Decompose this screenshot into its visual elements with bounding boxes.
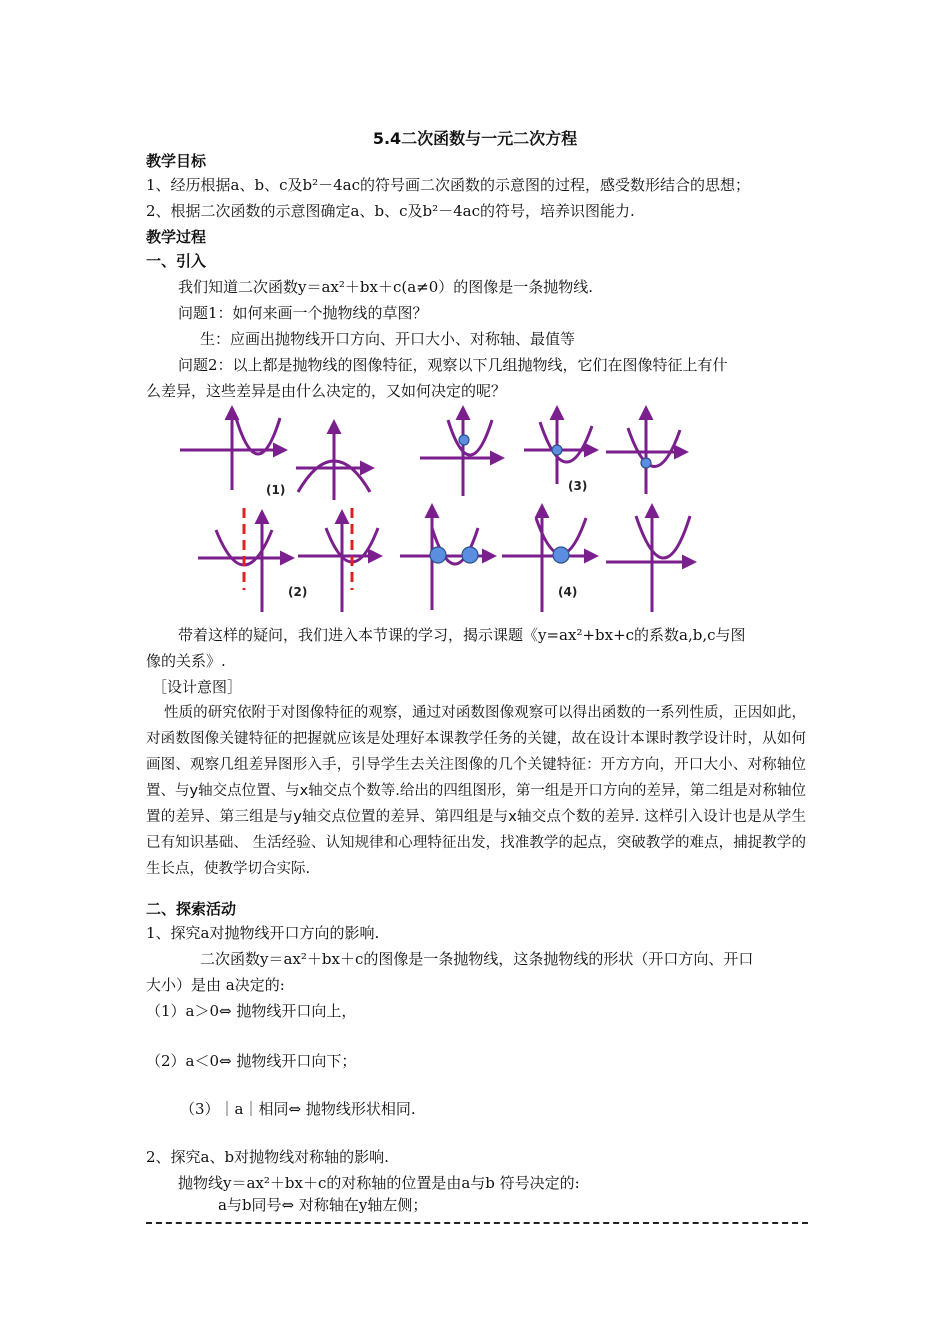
graph-2b bbox=[298, 512, 380, 612]
point-4a-left bbox=[430, 547, 446, 563]
graph-1b bbox=[296, 422, 372, 500]
point-3b bbox=[552, 445, 562, 455]
process-heading: 教学过程 bbox=[146, 228, 207, 246]
answer-1: 生：应画出抛物线开口方向、开口大小、对称轴、最值等 bbox=[200, 330, 576, 348]
explore-1-text-line-1: 二次函数y＝ax²＋bx＋c的图像是一条抛物线，这条抛物线的形状（开口方向、开口 bbox=[200, 950, 754, 968]
explore-2-case: a与b同号⇔ 对称轴在y轴左侧； bbox=[218, 1196, 428, 1214]
lead-line-2: 像的关系》. bbox=[146, 652, 226, 670]
graph-3c bbox=[606, 408, 686, 494]
intro-line: 我们知道二次函数y＝ax²＋bx＋c(a≠0）的图像是一条抛物线. bbox=[178, 278, 594, 296]
point-3a bbox=[459, 435, 469, 445]
case-1: （1）a＞0⇔ 抛物线开口向上， bbox=[146, 1002, 357, 1020]
section-1-heading: 一、引入 bbox=[146, 252, 207, 270]
design-heading: ［设计意图］ bbox=[152, 678, 243, 696]
explore-2-text: 抛物线y＝ax²＋bx＋c的对称轴的位置是由a与b 符号决定的: bbox=[178, 1174, 580, 1192]
figure-label-2: (2) bbox=[288, 585, 308, 599]
explore-1-text-line-2: 大小）是由 a决定的: bbox=[146, 976, 285, 994]
case-3: （3）｜a｜相同⇔ 抛物线形状相同. bbox=[180, 1100, 416, 1118]
case-2: （2）a＜0⇔ 抛物线开口向下； bbox=[146, 1052, 357, 1070]
goal-2: 2、根据二次函数的示意图确定a、b、c及b²－4ac的符号，培养识图能力. bbox=[146, 202, 635, 220]
point-4a-right bbox=[462, 547, 478, 563]
design-text: 性质的研究依附于对图像特征的观察，通过对函数图像观察可以得出函数的一系列性质，正因如此，对函数图像关键特征的把握就应该是处理好本课教学任务的关键，故在设计本课时教学设计时，从如何画图、观察几组差异图形入手，引导学生去关注图像的几个关键特征：开方方向，开口大小、对称轴位置、与y轴交点位置、与x轴交点个数等.给出的四组图形，第一组是开口方向的差异，第二组是对称轴位置的差异、第三组是与y轴交点位置的差异、第四组是与x轴交点个数的差异. 这样引入设计也是从学生已有知识基础、 生活经验、认知规律和心理特征出发，找准教学的起点，突破教学的难点，捕捉教学的生长点，使教学切合实际. bbox=[146, 705, 806, 877]
parabola-figures bbox=[0, 400, 950, 630]
point-4b bbox=[553, 547, 569, 563]
point-3c bbox=[641, 458, 651, 468]
graph-4c bbox=[606, 506, 694, 612]
graph-4a bbox=[400, 506, 494, 610]
explore-1-heading: 1、探究a对抛物线开口方向的影响. bbox=[146, 924, 380, 942]
section-2-heading: 二、探索活动 bbox=[146, 900, 237, 918]
figure-label-3: (3) bbox=[568, 479, 588, 493]
explore-2-heading: 2、探究a、b对抛物线对称轴的影响. bbox=[146, 1148, 389, 1166]
goals-heading: 教学目标 bbox=[146, 152, 207, 170]
lead-line-1: 带着这样的疑问，我们进入本节课的学习，揭示课题《y=ax²+bx+c的系数a,b,c与图 bbox=[178, 626, 746, 644]
question-2-line-1: 问题2：以上都是抛物线的图像特征，观察以下几组抛物线，它们在图像特征上有什 bbox=[178, 356, 728, 374]
graph-3a bbox=[420, 408, 502, 496]
goal-1: 1、经历根据a、b、c及b²－4ac的符号画二次函数的示意图的过程，感受数形结合的思想； bbox=[146, 176, 750, 194]
graph-4b bbox=[502, 506, 596, 612]
figure-label-4: (4) bbox=[558, 585, 578, 599]
figure-label-1: (1) bbox=[266, 483, 286, 497]
graph-1a bbox=[180, 408, 285, 490]
page-title: 5.4二次函数与一元二次方程 bbox=[372, 129, 578, 148]
question-1: 问题1：如何来画一个抛物线的草图？ bbox=[178, 304, 428, 322]
question-2-line-2: 么差异，这些差异是由什么决定的，又如何决定的呢？ bbox=[146, 382, 507, 400]
page-divider bbox=[146, 1222, 808, 1224]
